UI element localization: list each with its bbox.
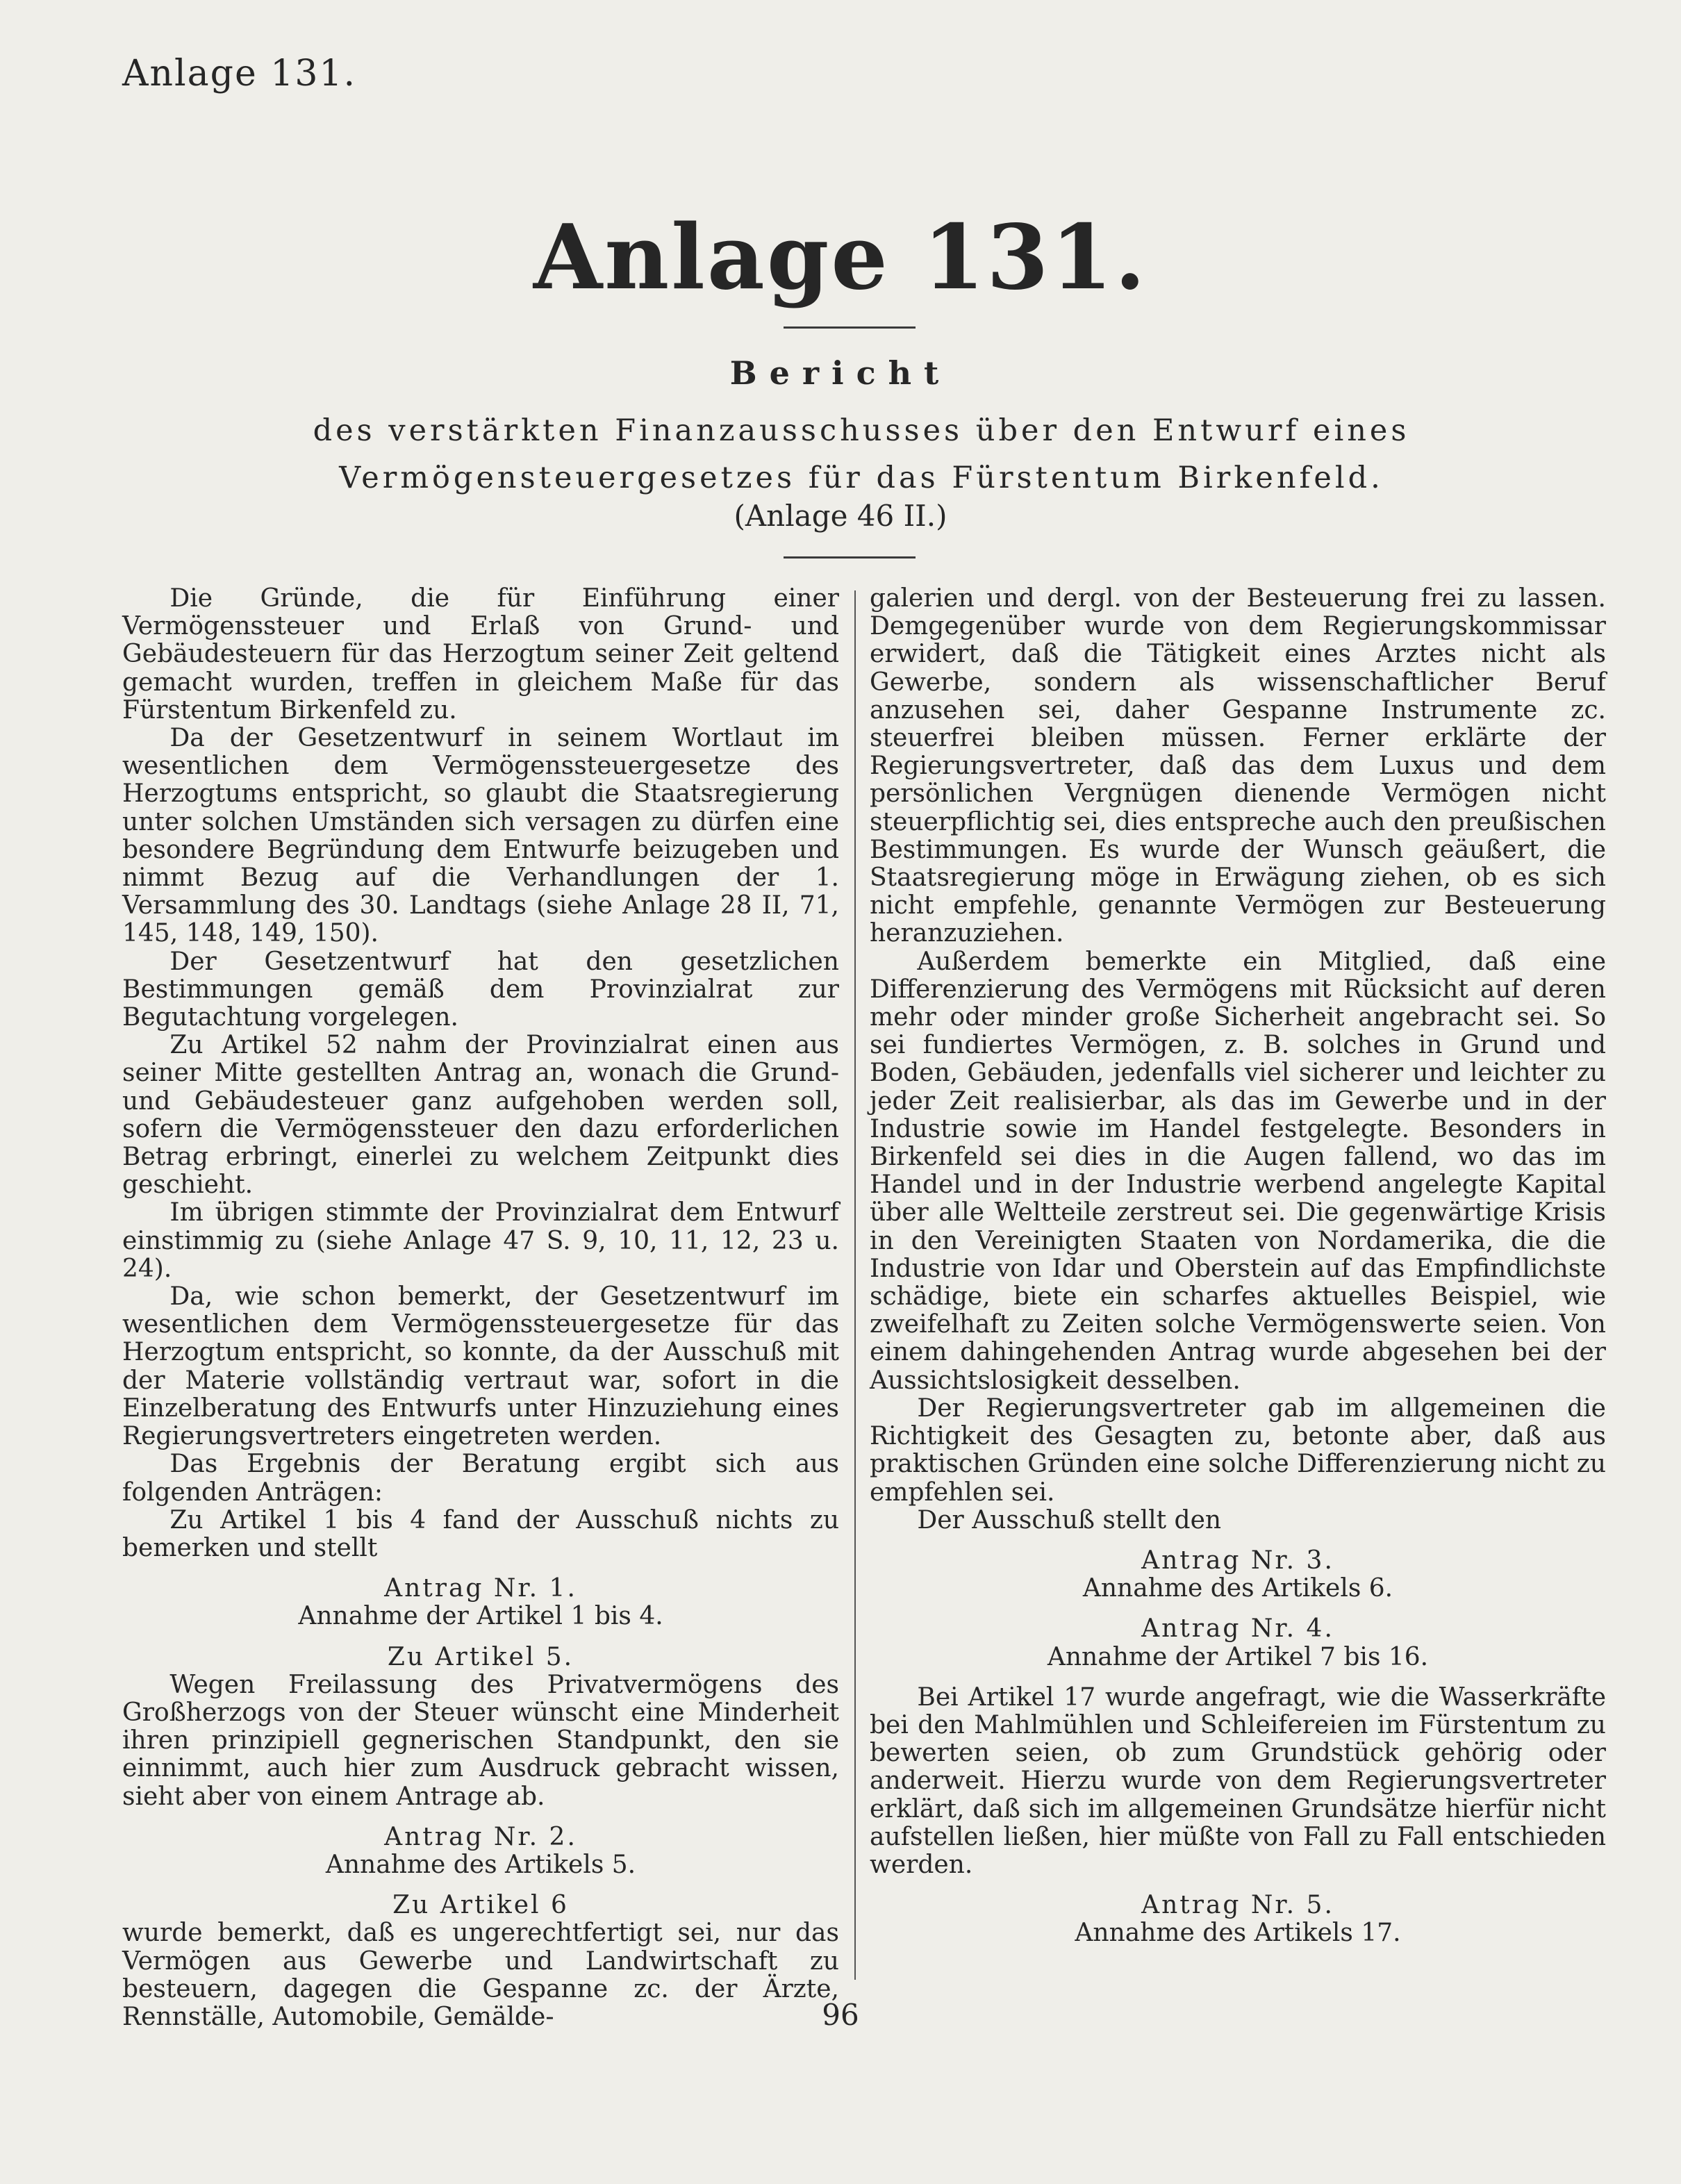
antrag-text: Annahme des Artikels 17. xyxy=(1075,1919,1401,1948)
running-head: Anlage 131. xyxy=(122,53,357,94)
reference-note: (Anlage 46 II.) xyxy=(734,499,947,533)
antrag-text: Annahme der Artikel 7 bis 16. xyxy=(1047,1642,1429,1671)
right-column xyxy=(870,585,1606,1948)
article-heading: Zu Artikel 5. xyxy=(387,1642,574,1671)
antrag-text: Annahme der Artikel 1 bis 4. xyxy=(298,1602,663,1631)
antrag-heading: Antrag Nr. 5. xyxy=(1141,1891,1334,1920)
paragraph: Im übrigen stimmte der Provinzialrat dem Entwurf einstimmig zu (siehe Anlage 47 S. 9, 10, 11, 12, 23 u. 24). xyxy=(122,1198,839,1283)
paragraph: Die Gründe, die für Einführung einer Vermögenssteuer und Erlaß von Grund- und Gebäudesteuern für das Herzogtum seiner Zeit geltend gemacht wurden, treffen in gleichem Maße für das Fürstentum Birkenfeld zu. xyxy=(122,584,839,725)
paragraph: Der Regierungsvertreter gab im allgemeinen die Richtigkeit des Gesagten zu, betonte aber, daß aus praktischen Gründen eine solche Differenzierung nicht zu empfehlen sei. xyxy=(870,1393,1607,1507)
paragraph: galerien und dergl. von der Besteuerung frei zu lassen. Demgegenüber wurde von dem Regierungskommissar erwidert, daß die Tätigkeit eines Arztes nicht als Gewerbe, sondern als wissenschaftlicher Beruf anzusehen sei, daher Gespanne Instrumente zc. steuerfrei bleiben müssen. Ferner erklärte der Regierungsvertreter, daß das dem Luxus und dem persönlichen Vergnügen dienende Vermögen nicht steuerpflichtig sei, dies entspreche auch den preußischen Bestimmungen. Es wurde der Wunsch geäußert, die Staatsregierung möge in Erwägung ziehen, ob es sich nicht empfehle, genannte Vermögen zur Besteuerung heranzuziehen. xyxy=(870,584,1606,948)
antrag-text: Annahme des Artikels 5. xyxy=(325,1850,636,1879)
paragraph: Da, wie schon bemerkt, der Gesetzentwurf im wesentlichen dem Vermögenssteuergesetze für das Herzogtum entspricht, so konnte, da der Ausschuß mit der Materie vollständig vertraut war, sofort in die Einzelberatung des Entwurfs unter Hinzuziehung eines Regierungsvertreters eingetreten werden. xyxy=(122,1282,839,1451)
paragraph: Zu Artikel 1 bis 4 fand der Ausschuß nichts zu bemerken und stellt xyxy=(122,1505,839,1562)
column-divider xyxy=(854,590,856,1980)
left-column xyxy=(122,585,839,2031)
report-subheading: des verstärkten Finanzausschusses über den Entwurf eines Vermögensteuergesetzes für das Fürstentum Birkenfeld. xyxy=(313,413,1410,495)
heading-rule xyxy=(784,556,916,559)
title-rule xyxy=(784,326,916,329)
report-heading: Bericht xyxy=(729,354,952,392)
antrag-heading: Antrag Nr. 4. xyxy=(1141,1614,1334,1644)
page-title: Anlage 131. xyxy=(533,206,1148,310)
antrag-text: Annahme des Artikels 6. xyxy=(1082,1574,1393,1603)
paragraph: wurde bemerkt, daß es ungerechtfertigt sei, nur das Vermögen aus Gewerbe und Landwirtschaft zu besteuern, dagegen die Gespanne zc. der Ärzte, Rennställe, Automobile, Gemälde- xyxy=(122,1919,839,2031)
article-heading: Zu Artikel 6 xyxy=(392,1891,569,1920)
paragraph: Der Gesetzentwurf hat den gesetzlichen Bestimmungen gemäß dem Provinzialrat zur Begutachtung vorgelegen. xyxy=(122,947,839,1032)
page-number: 96 xyxy=(822,1998,859,2032)
paragraph: Außerdem bemerkte ein Mitglied, daß eine Differenzierung des Vermögens mit Rücksicht auf deren mehr oder minder große Sicherheit angebracht sei. So sei fundiertes Vermögen, z. B. solches in Grund und Boden, Gebäuden, jedenfalls viel sicherer und leichter zu jeder Zeit realisierbar, als das im Gewerbe und in der Industrie sowie im Handel festgelegte. Besonders in Birkenfeld sei dies in die Augen fallend, wo das im Handel und in der Industrie werbend angelegte Kapital über alle Weltteile zerstreut sei. Die gegenwärtige Krisis in den Vereinigten Staaten von Nordamerika, die die Industrie von Idar und Oberstein auf das Empfindlichste schädige, biete ein scharfes aktuelles Beispiel, wie zweifelhaft zu Zeiten solche Vermögenswerte seien. Von einem dahingehenden Antrag wurde abgesehen bei der Aussichtslosigkeit desselben. xyxy=(870,947,1606,1395)
antrag-heading: Antrag Nr. 3. xyxy=(1141,1546,1334,1575)
paragraph: Wegen Freilassung des Privatvermögens des Großherzogs von der Steuer wünscht eine Minderheit ihren prinzipiell gegnerischen Standpunkt, den sie einnimmt, auch hier zum Ausdruck gebracht wissen, sieht aber von einem Antrage ab. xyxy=(122,1670,839,1811)
paragraph: Da der Gesetzentwurf in seinem Wortlaut im wesentlichen dem Vermögenssteuergesetze des Herzogtums entspricht, so glaubt die Staatsregierung unter solchen Umständen sich versagen zu dürfen eine besondere Begründung dem Entwurfe beizugeben und nimmt Bezug auf die Verhandlungen der 1. Versammlung des 30. Landtags (siehe Anlage 28 II, 71, 145, 148, 149, 150). xyxy=(122,724,839,948)
antrag-heading: Antrag Nr. 2. xyxy=(384,1822,577,1851)
paragraph: Zu Artikel 52 nahm der Provinzialrat einen aus seiner Mitte gestellten Antrag an, wonach die Grund- und Gebäudesteuer ganz aufgehoben werden soll, sofern die Vermögenssteuer den dazu erforderlichen Betrag erbringt, einerlei zu welchem Zeitpunkt dies geschieht. xyxy=(122,1031,839,1200)
paragraph: Bei Artikel 17 wurde angefragt, wie die Wasserkräfte bei den Mahlmühlen und Schleifereien im Fürstentum zu bewerten seien, ob zum Grundstück gehörig oder anderweit. Hierzu wurde von dem Regierungsvertreter erklärt, daß sich im allgemeinen Grundsätze hierfür nicht aufstellen ließen, hier müßte von Fall zu Fall entschieden werden. xyxy=(870,1682,1606,1879)
paragraph: Das Ergebnis der Beratung ergibt sich aus folgenden Anträgen: xyxy=(122,1450,839,1507)
paragraph: Der Ausschuß stellt den xyxy=(917,1505,1222,1534)
antrag-heading: Antrag Nr. 1. xyxy=(384,1574,577,1603)
